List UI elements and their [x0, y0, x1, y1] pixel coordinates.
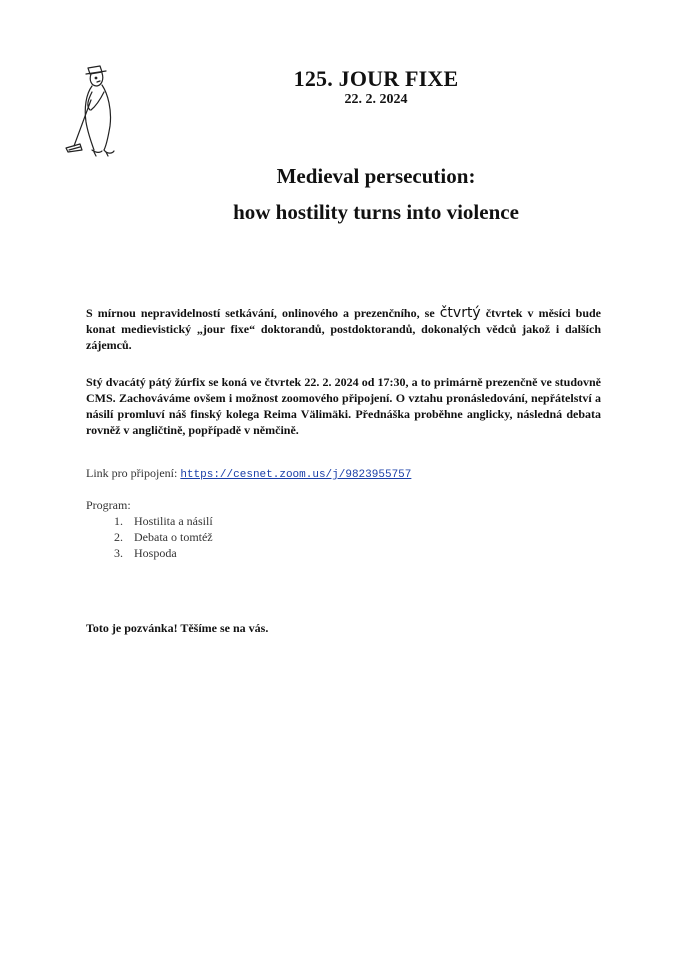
program-list [86, 513, 213, 561]
sweeper-figure-icon [60, 60, 120, 160]
program-label: Program: [86, 498, 131, 512]
talk-title [150, 158, 602, 230]
program-item: 3. Hospoda [126, 545, 213, 561]
event-date: 22. 2. 2024 [344, 92, 408, 107]
zoom-link-label: Link pro připojení: [86, 466, 181, 480]
event-header [245, 66, 507, 108]
program-item: 2. Debata o tomtéž [126, 529, 213, 545]
intro-text-before: S mírnou nepravidelností setkávání, onlinového a prezenčního, se [86, 306, 440, 320]
talk-title-line1: Medieval persecution: [276, 164, 476, 188]
talk-title-line2: how hostility turns into violence [233, 200, 519, 224]
zoom-link-line [86, 466, 411, 481]
program-section [86, 497, 213, 561]
event-title: 125. JOUR FIXE [293, 66, 459, 91]
intro-emphasis: čtvrtý [439, 305, 481, 321]
intro-text-after: čtvrtek v měsíci bude konat medievistický „jour fixe“ doktorandů, postdoktorandů, dokonalých vědců jakož i dalších zájemců. [86, 306, 601, 352]
zoom-link[interactable]: https://cesnet.zoom.us/j/9823955757 [180, 469, 412, 481]
details-paragraph: Stý dvacátý pátý žúrfix se koná ve čtvrtek 22. 2. 2024 od 17:30, a to primárně prezenčně ve studovně CMS. Zachováváme ovšem i možnost zoomového připojení. O vztahu pronásledování, nepřátelství a násilí promluví náš finský kolega Reima Välimäki. Přednáška proběhne anglicky, následná debata rovněž v angličtině, popřípadě v němčině. [86, 375, 601, 437]
program-item: 1. Hostilita a násilí [126, 513, 213, 529]
intro-paragraph [86, 305, 601, 353]
closing-line: Toto je pozvánka! Těšíme se na vás. [86, 621, 269, 635]
